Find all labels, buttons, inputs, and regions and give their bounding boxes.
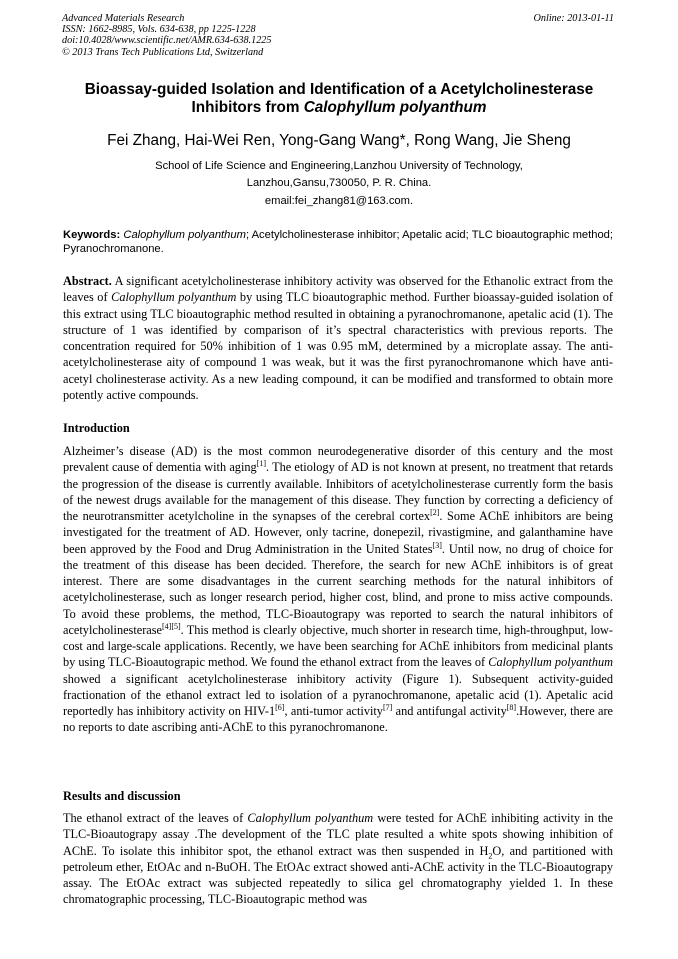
- intro-text: and antifungal activity: [392, 704, 507, 718]
- doi-line: doi:10.4028/www.scientific.net/AMR.634-638.1225: [62, 35, 272, 47]
- intro-text: . The etiology of AD is not known at present, no treatment that retards the progression of the disease is currently available. Inhibitors of acetylcholinesterase currently form the basis of the newest drugs available for the management of this disease. They function by correcting a deficiency of the neurotransmitter acetylcholine in the synapses of the cerebral cortex: [63, 460, 613, 523]
- title-prefix: Inhibitors from: [191, 99, 304, 117]
- abstract-species: Calophyllum polyanthum: [111, 290, 237, 305]
- keywords-label: Keywords:: [63, 229, 121, 241]
- copyright-line: © 2013 Trans Tech Publications Ltd, Switzerland: [62, 46, 264, 58]
- citation-ref: [6]: [275, 702, 285, 712]
- abstract: [63, 273, 613, 403]
- intro-text: Alzheimer’s disease (AD) is the most common neurodegenerative disorder of this century and the most prevalent cause of dementia with aging: [63, 444, 613, 475]
- intro-text: , anti-tumor activity: [284, 704, 383, 718]
- affiliation-line-2: Lanzhou,Gansu,730050, P. R. China.: [246, 176, 432, 189]
- keywords-rest: ; Acetylcholinesterase inhibitor; Apetalic acid; TLC bioautographic method; Pyranochromanone.: [63, 229, 613, 256]
- email-address: email:fei_zhang81@163.com.: [264, 195, 414, 207]
- citation-ref: [1]: [256, 459, 266, 469]
- intro-text: . This method is clearly objective, much shorter in research time, high-throughput, low-cost and large-scale applications. Recently, we have been searching for AChE inhibitors from medicinal plants by using TLC-Bioautograpic method. We found the ethanol extract from the leaves of: [63, 622, 613, 670]
- citation-ref: [8]: [506, 702, 517, 712]
- intro-species: Calophyllum polyanthum: [488, 655, 613, 670]
- citation-ref: [2]: [430, 507, 440, 517]
- abstract-text: A significant acetylcholinesterase inhibitory activity was observed for the Ethanolic extract from the leaves of: [63, 274, 613, 305]
- introduction-paragraph: [63, 443, 613, 736]
- title-line-2: [40, 99, 638, 117]
- citation-ref: [3]: [432, 540, 442, 550]
- keywords: [63, 228, 613, 256]
- intro-text: .However, there are no reports to date ascribing anti-AChE to this pyranochromanone.: [63, 704, 613, 735]
- results-species: Calophyllum polyanthum: [247, 811, 374, 825]
- intro-text: . Some AChE inhibitors are being investigated for the treatment of AD. However, only tacrine, donepezil, rivastigmine, and galanthamine have been approved by the Food and Drug Administration in the United States: [63, 509, 613, 556]
- paper-title: [40, 81, 638, 118]
- results-text: were tested for AChE inhibiting activity in the TLC-Bioautograpy assay .The development of the TLC plate resulted a white spots showing inhibition of AChE. To isolate this inhibitor spot, the ethanol extract was then suspended in H: [63, 811, 614, 858]
- title-line-1: Bioassay-guided Isolation and Identification of a Acetylcholinesterase: [84, 81, 594, 98]
- online-date: Online: 2013-01-11: [533, 13, 614, 24]
- intro-text: showed a significant acetylcholinesterase inhibitory activity (Figure 1). Subsequent activity-guided fractionation of the ethanol extract led to isolation of a pyranochromanone, apetalic acid (1). Apetalic acid reportedly has inhibitory activity on HIV-1: [63, 671, 613, 718]
- journal-header: [62, 13, 271, 58]
- results-paragraph: [63, 810, 613, 908]
- results-text: O, and partitioned with petroleum ether, EtOAc and n-BuOH. The EtOAc extract showed anti-AChE activity in the TLC-Bioautograpy assay. The EtOAc extract was subjected repeatedly to silica gel chromatography yielded 1. In these chromatographic processing, TLC-Bioautograpic method was: [63, 843, 613, 907]
- citation-ref: [7]: [382, 702, 393, 712]
- results-text: The ethanol extract of the leaves of: [63, 811, 248, 825]
- intro-text: . Until now, no drug of choice for the treatment of this disease has been decided. Therefore, the search for new AChE inhibitors is of great interest. There are some disadvantages in the current searching methods for the natural inhibitors of acetylcholinesterase, such as longer research period, higher cost, blind, and prone to miss active compounds. To avoid these problems, the method, TLC-Bioautograpy was reported to search the natural inhibitors of acetylcholinesterase: [63, 541, 613, 637]
- results-heading: Results and discussion: [63, 789, 181, 803]
- title-species: Calophyllum polyanthum: [303, 99, 487, 117]
- introduction-heading: Introduction: [63, 421, 130, 435]
- abstract-label: Abstract.: [63, 274, 112, 288]
- author-list: Fei Zhang, Hai-Wei Ren, Yong-Gang Wang*, Rong Wang, Jie Sheng: [107, 132, 571, 149]
- keywords-species: Calophyllum polyanthum: [123, 229, 246, 241]
- abstract-text: by using TLC bioautographic method. Further bioassay-guided isolation of this extract using TLC bioautographic method resulted in obtaining a pyranochromanone, apetalic acid (1). The structure of 1 was identified by comparison of it’s spectral characteristics with previous reports. The concentration required for 50% inhibition of 1 was 0.95 mM, determined by a microplate assay. The anti-acetylcholinesterase aity of compound 1 was weak, but it was the first pyranochromanone which have anti-acetyl cholinesterase activity. As a new leading compound, it can be modified and transformed to obtain more potently active compounds.: [63, 290, 614, 402]
- citation-ref: [4][5]: [162, 621, 181, 631]
- subscript: 2: [488, 850, 493, 860]
- journal-name: Advanced Materials Research: [62, 13, 185, 24]
- issn-line: ISSN: 1662-8985, Vols. 634-638, pp 1225-1228: [62, 24, 256, 36]
- affiliation-line-1: School of Life Science and Engineering,Lanzhou University of Technology,: [155, 160, 523, 172]
- affiliation: [110, 158, 568, 191]
